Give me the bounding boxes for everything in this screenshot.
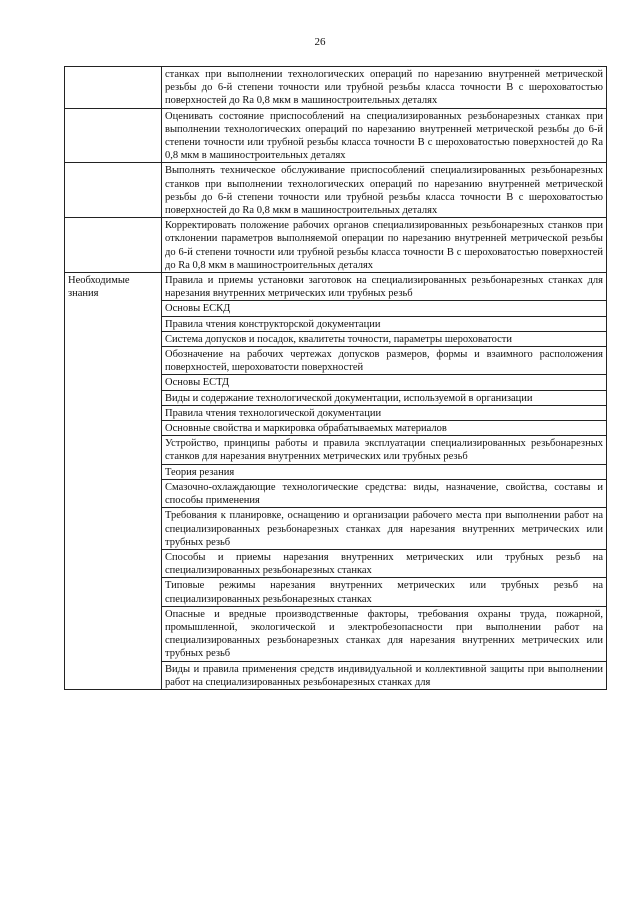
skills-label-cell xyxy=(65,163,162,218)
knowledge-item: Основы ЕСТД xyxy=(162,375,607,390)
skill-item: станках при выполнении технологических операций по нарезанию внутренней метрической резьбы до 6-й степени точности или трубной резьбы класса точности В с шероховатостью поверхностей до Ra 0,8 мкм в машиностроительных деталях xyxy=(162,67,607,109)
skills-label-cell xyxy=(65,67,162,109)
knowledge-item: Смазочно-охлаждающие технологические средства: виды, назначение, свойства, составы и способы применения xyxy=(162,479,607,507)
skill-item: Корректировать положение рабочих органов специализированных резьбонарезных станков при отклонении параметров выполняемой операции по нарезанию внутренней метрической резьбы до 6-й степени точности или трубной резьбы класса точности В с шероховатостью поверхностей до Ra 0,8 мкм в машиностроительных деталях xyxy=(162,218,607,273)
knowledge-item: Устройство, принципы работы и правила эксплуатации специализированных резьбонарезных станков для нарезания внутренних метрических или трубных резьб xyxy=(162,436,607,464)
knowledge-item: Правила и приемы установки заготовок на специализированных резьбонарезных станках для нарезания внутренних метрических или трубных резьб xyxy=(162,273,607,301)
knowledge-item: Требования к планировке, оснащению и организации рабочего места при выполнении работ на специализированных резьбонарезных станках для нарезания внутренних метрических или трубных резьб xyxy=(162,508,607,550)
competency-table xyxy=(64,66,607,690)
skill-item: Выполнять техническое обслуживание приспособлений специализированных резьбонарезных станков при выполнении технологических операций по нарезанию внутренней метрической резьбы до 6-й степени точности или трубной резьбы класса точности В с шероховатостью поверхностей до Ra 0,8 мкм в машиностроительных деталях xyxy=(162,163,607,218)
table-row xyxy=(65,273,607,301)
knowledge-item: Виды и содержание технологической документации, используемой в организации xyxy=(162,390,607,405)
knowledge-item: Основы ЕСКД xyxy=(162,301,607,316)
knowledge-item: Правила чтения технологической документации xyxy=(162,405,607,420)
knowledge-item: Обозначение на рабочих чертежах допусков размеров, формы и взаимного расположения поверхностей, шероховатости поверхностей xyxy=(162,347,607,375)
knowledge-item: Теория резания xyxy=(162,464,607,479)
knowledge-label: Необходимые знания xyxy=(65,273,162,690)
knowledge-item: Типовые режимы нарезания внутренних метрических или трубных резьб на специализированных резьбонарезных станках xyxy=(162,578,607,606)
knowledge-item: Опасные и вредные производственные факторы, требования охраны труда, пожарной, промышленной, экологической и электробезопасности при выполнении работ на специализированных резьбонарезных станках для нарезания внутренних метрических или трубных резьб xyxy=(162,606,607,661)
page-number: 26 xyxy=(314,36,326,48)
table-row xyxy=(65,108,607,163)
table-row xyxy=(65,218,607,273)
skills-label-cell xyxy=(65,218,162,273)
knowledge-item: Способы и приемы нарезания внутренних метрических или трубных резьб на специализированных резьбонарезных станках xyxy=(162,549,607,577)
table-row xyxy=(65,67,607,109)
table-row xyxy=(65,163,607,218)
knowledge-item: Система допусков и посадок, квалитеты точности, параметры шероховатости xyxy=(162,331,607,346)
knowledge-item: Правила чтения конструкторской документации xyxy=(162,316,607,331)
knowledge-item: Виды и правила применения средств индивидуальной и коллективной защиты при выполнении работ на специализированных резьбонарезных станках для xyxy=(162,661,607,689)
skill-item: Оценивать состояние приспособлений на специализированных резьбонарезных станках при выполнении технологических операций по нарезанию внутренней метрической резьбы до 6-й степени точности или трубной резьбы класса точности В с шероховатостью поверхностей до Ra 0,8 мкм в машиностроительных деталях xyxy=(162,108,607,163)
knowledge-item: Основные свойства и маркировка обрабатываемых материалов xyxy=(162,421,607,436)
skills-label-cell xyxy=(65,108,162,163)
